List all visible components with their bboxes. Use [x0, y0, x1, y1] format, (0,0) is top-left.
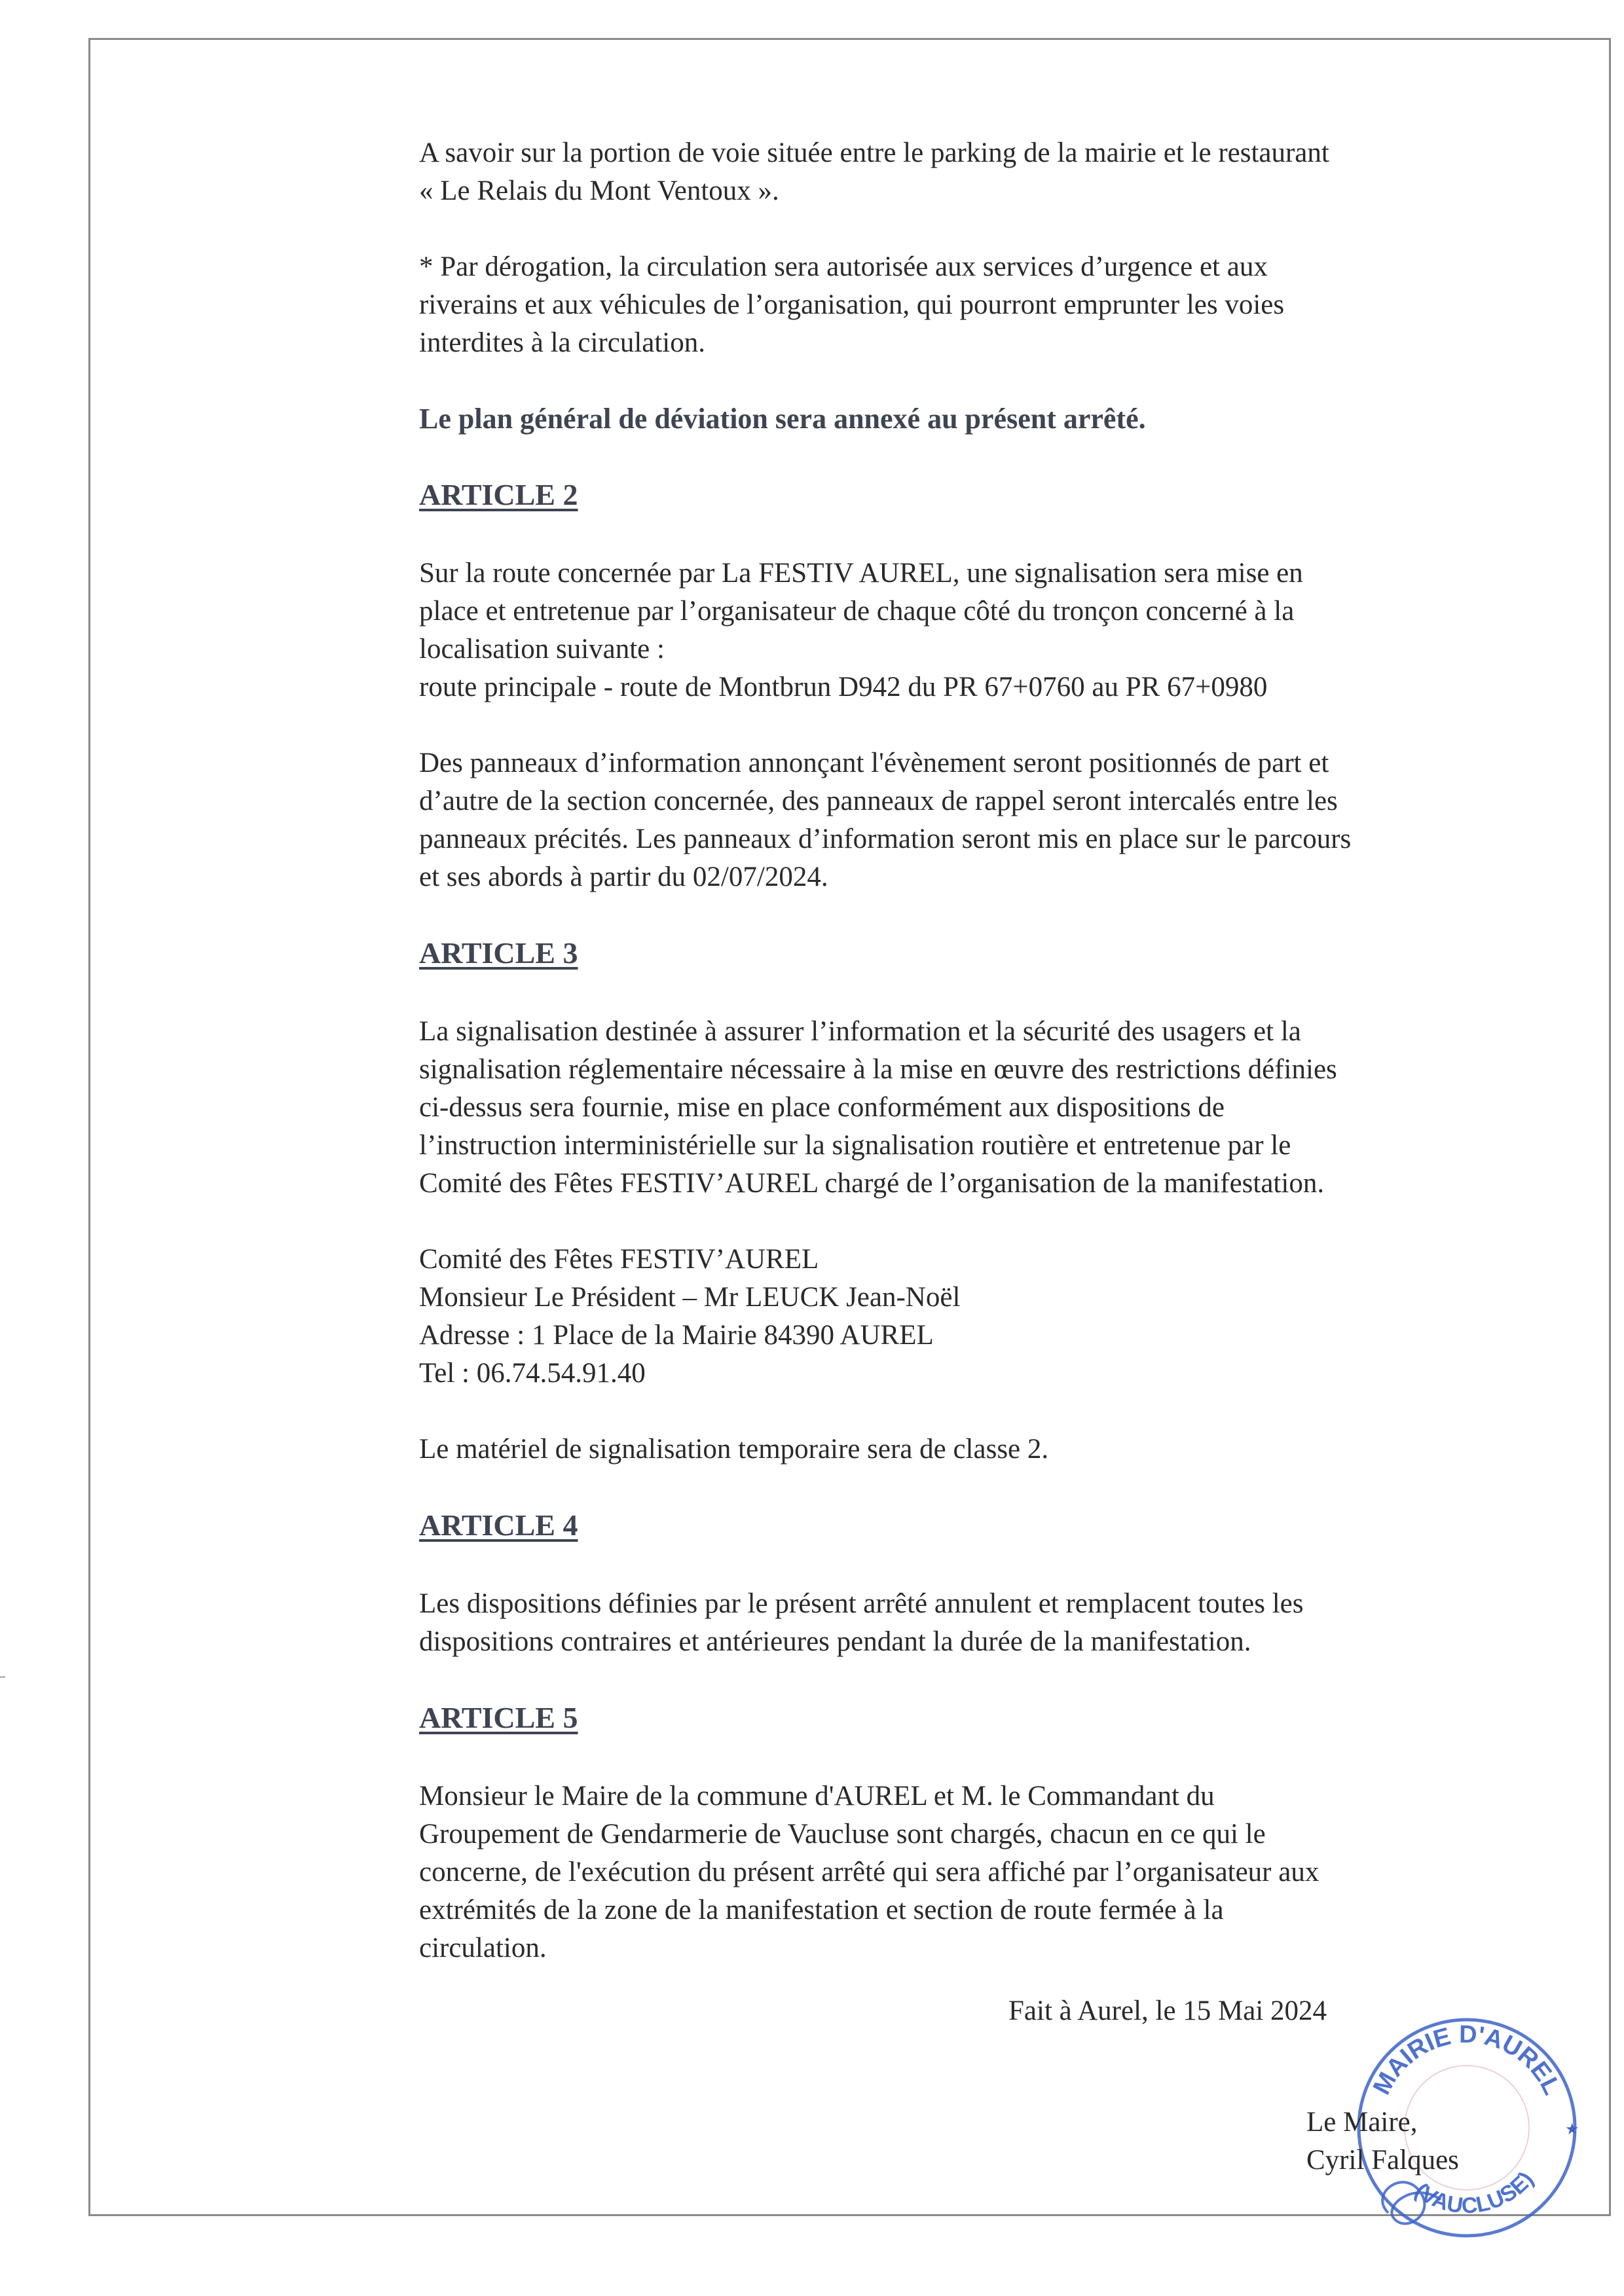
document-body	[419, 134, 1532, 1967]
mayor-name: Cyril Falques	[1306, 2145, 1459, 2176]
article-3-paragraph-2: Le matériel de signalisation temporaire sera de classe 2.	[419, 1434, 1049, 1465]
svg-text:MAIRIE D'AUREL	[1368, 2021, 1566, 2100]
scan-mark	[0, 1676, 5, 1678]
article-4-paragraph: Les dispositions définies par le présent arrêté annulent et remplacent toutes les dispositions contraires et antérieures pendant la durée de la manifestation.	[419, 1588, 1304, 1657]
intro-paragraph: A savoir sur la portion de voie située entre le parking de la mairie et le restaurant « Le Relais du Mont Ventoux ».	[419, 137, 1329, 206]
article-5-paragraph: Monsieur le Maire de la commune d'AUREL et M. le Commandant du Groupement de Gendarmerie de Vaucluse sont chargés, chacun en ce qui le concerne, de l'exécution du présent arrêté qui sera affiché par l’organisateur aux extrémités de la zone de la manifestation et section de route fermée à la circulation.	[419, 1781, 1320, 1963]
stamp-bottom-text: (VAUCLUSE)	[1410, 2167, 1539, 2219]
plan-note: Le plan général de déviation sera annexé au présent arrêté.	[419, 403, 1146, 435]
article-3-paragraph-1: La signalisation destinée à assurer l’information et la sécurité des usagers et la signalisation réglementaire nécessaire à la mise en œuvre des restrictions définies ci-dessus sera fournie, mise en place conformément aux dispositions de l’instruction interministérielle sur la signalisation routière et entretenue par le Comité des Fêtes FESTIV’AUREL chargé de l’organisation de la manifestation.	[419, 1016, 1337, 1199]
stamp-top-text: MAIRIE D'AUREL	[1368, 2020, 1566, 2100]
mayor-title: Le Maire,	[1306, 2107, 1418, 2138]
organizer-contact: Comité des Fêtes FESTIV’AUREL Monsieur Le Président – Mr LEUCK Jean-Noël Adresse : 1 Place de la Mairie 84390 AUREL Tel : 06.74.54.91.40	[419, 1244, 961, 1389]
signoff-place-date: Fait à Aurel, le 15 Mai 2024	[1008, 1995, 1327, 2026]
article-5-heading: ARTICLE 5	[419, 1701, 578, 1734]
article-3-heading: ARTICLE 3	[419, 936, 578, 970]
article-2-heading: ARTICLE 2	[419, 478, 578, 511]
article-2-paragraph-2: Des panneaux d’information annonçant l'évènement seront positionnés de part et d’autre de la section concernée, des panneaux de rappel seront intercalés entre les panneaux précités. Les panneaux d’information seront mis en place sur le parcours et ses abords à partir du 02/07/2024.	[419, 748, 1352, 892]
article-4-heading: ARTICLE 4	[419, 1508, 578, 1542]
mayor-signature-block	[1306, 2104, 1459, 2179]
article-2-paragraph-1: Sur la route concernée par La FESTIV AUREL, une signalisation sera mise en place et entretenue par l’organisateur de chaque côté du tronçon concerné à la localisation suivante : route principale - route de Montbrun D942 du PR 67+0760 au PR 67+0980	[419, 558, 1303, 702]
stamp-star-icon: ★	[1565, 2120, 1579, 2138]
derogation-paragraph: * Par dérogation, la circulation sera autorisée aux services d’urgence et aux riverains et aux véhicules de l’organisation, qui pourront emprunter les voies interdites à la circulation.	[419, 251, 1285, 358]
